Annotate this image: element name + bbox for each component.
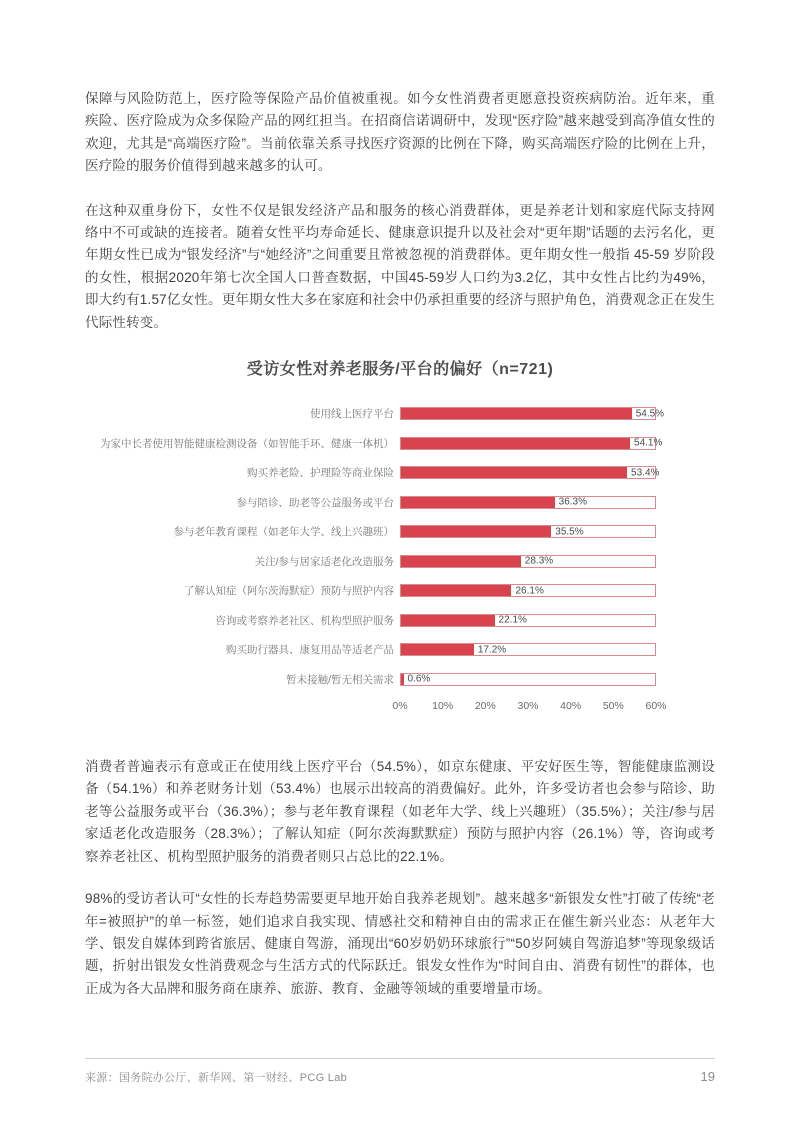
bar-track [400,673,656,686]
page-content [85,88,715,1000]
chart-row [85,635,662,665]
bar-category-label: 了解认知症（阿尔茨海默症）预防与照护内容 [184,585,394,598]
body-paragraph: 消费者普遍表示有意或正在使用线上医疗平台（54.5%），如京东健康、平安好医生等，智能健康监测设备（54.1%）和养老财务计划（53.4%）也展示出较高的消费偏好。此外，许多受访者也会参与陪诊、助老等公益服务或平台（36.3%）；参与老年教育课程（如老年大学、线上兴趣班）（35.5%）；关注/参与居家适老化改造服务（28.3%）；了解认知症（阿尔茨海默默症）预防与照护内容（26.1%）等，咨询或考察养老社区、机构型照护服务的消费者则只占总比的22.1%。 [85,759,715,864]
bar-category-label: 购买助行器具、康复用品等适老产品 [226,644,394,657]
axis-tick-label: 50% [602,700,624,713]
bar-track [400,496,656,509]
chart-row [85,665,662,695]
bar-fill [401,615,495,626]
bar-category-label: 关注/参与居家适老化改造服务 [254,555,394,568]
chart-row [85,517,662,547]
axis-tick-label: 20% [474,700,496,713]
bar-track [400,437,663,450]
axis-tick-label: 0% [392,700,408,713]
bar-track [400,643,656,656]
axis-tick-label: 30% [517,700,539,713]
paragraphs-bottom [85,756,715,1000]
bar-value-label: 54.1% [634,437,663,449]
body-paragraph: 保障与风险防范上，医疗险等保险产品价值被重视。如今女性消费者更愿意投资疾病防治。近年来，重疾险、医疗险成为众多保险产品的网红担当。在招商信诺调研中，发现“医疗险”越来越受到高净值女性的欢迎，尤其是“高端医疗险”。当前依靠关系寻找医疗资源的比例在下降，购买高端医疗险的比例在上升，医疗险的服务价值得到越来越多的认可。 [85,91,715,174]
bar-category-label: 为家中长者使用智能健康检测设备（如智能手环、健康一体机） [100,437,394,450]
chart-row [85,399,665,429]
page-number: 19 [700,1069,715,1084]
bar-value-label: 53.4% [631,467,660,479]
bar-fill [401,556,521,567]
bar-category-label: 参与老年教育课程（如老年大学、线上兴趣班） [173,526,394,539]
chart-row [85,458,662,488]
chart-title: 受访女性对养老服务/平台的偏好（n=721) [246,361,554,379]
preference-bar-chart [85,356,715,716]
bar-category-label: 使用线上医疗平台 [310,408,394,421]
bar-fill [401,408,632,419]
footer-divider [85,1058,715,1059]
chart-row [85,547,662,577]
bar-category-label: 暂未接触/暂无相关需求 [286,673,394,686]
bar-fill [401,585,511,596]
chart-row [85,488,662,518]
bar-value-label: 28.3% [524,555,554,567]
bar-track [400,584,656,597]
chart-row [85,576,662,606]
source-note: 来源：国务院办公厅、新华网、第一财经、PCG Lab [85,1072,348,1084]
bar-fill [401,644,474,655]
bar-value-label: 35.5% [555,526,584,538]
bar-value-label: 17.2% [477,644,507,656]
bar-fill [401,526,551,537]
bar-track [400,466,660,479]
body-paragraph: 在这种双重身份下，女性不仅是银发经济产品和服务的核心消费群体，更是养老计划和家庭代际支持网络中不可或缺的连接者。随着女性平均寿命延长、健康意识提升以及社会对“更年期”话题的去污名化，更年期女性已成为“银发经济”与“她经济”之间重要且常被忽视的消费群体。更年期女性一般指 45-59 岁阶段的女性，根据2020年第七次全国人口普查数据，中国45-59岁人口约为3.2亿，其中女性占比约为49%，即大约有1.57亿女性。更年期女性大多在家庭和社会中仍承担重要的经济与照护角色，消费观念正在发生代际性转变。 [85,202,715,330]
axis-tick-label: 40% [560,700,582,713]
bar-track [400,407,665,420]
axis-tick-label: 10% [432,700,454,713]
axis-tick-label: 60% [645,700,667,713]
chart-axis [392,698,667,716]
chart-row [85,606,662,636]
bar-track [400,525,656,538]
chart-rows [85,399,665,694]
paragraphs-top [85,88,715,334]
bar-value-label: 22.1% [498,614,527,626]
bar-value-label: 26.1% [515,585,544,597]
page-footer [85,1058,715,1085]
bar-value-label: 0.6% [407,673,431,685]
bar-fill [401,467,627,478]
bar-category-label: 咨询或考察养老社区、机构型照护服务 [215,614,394,627]
chart-row [85,429,662,459]
footer-row [85,1069,715,1085]
bar-value-label: 54.5% [635,408,665,420]
bar-value-label: 36.3% [558,496,588,508]
bar-fill [401,438,630,449]
bar-fill [401,674,404,685]
bar-fill [401,497,555,508]
bar-category-label: 参与陪诊、助老等公益服务或平台 [236,496,394,509]
bar-category-label: 购买养老险、护理险等商业保险 [247,467,394,480]
bar-track [400,555,656,568]
body-paragraph: 98%的受访者认可“女性的长寿趋势需要更早地开始自我养老规划”。越来越多“新银发女性”打破了传统“老年=被照护”的单一标签，她们追求自我实现、情感社交和精神自由的需求正在催生新兴业态：从老年大学、银发自媒体到跨省旅居、健康自驾游，涌现出“60岁奶奶环球旅行”“50岁阿姨自驾游追梦”等现象级话题，折射出银发女性消费观念与生活方式的代际跃迁。银发女性作为“时间自由、消费有韧性”的群体，也正成为各大品牌和服务商在康养、旅游、教育、金融等领域的重要增量市场。 [85,891,715,996]
bar-track [400,614,656,627]
